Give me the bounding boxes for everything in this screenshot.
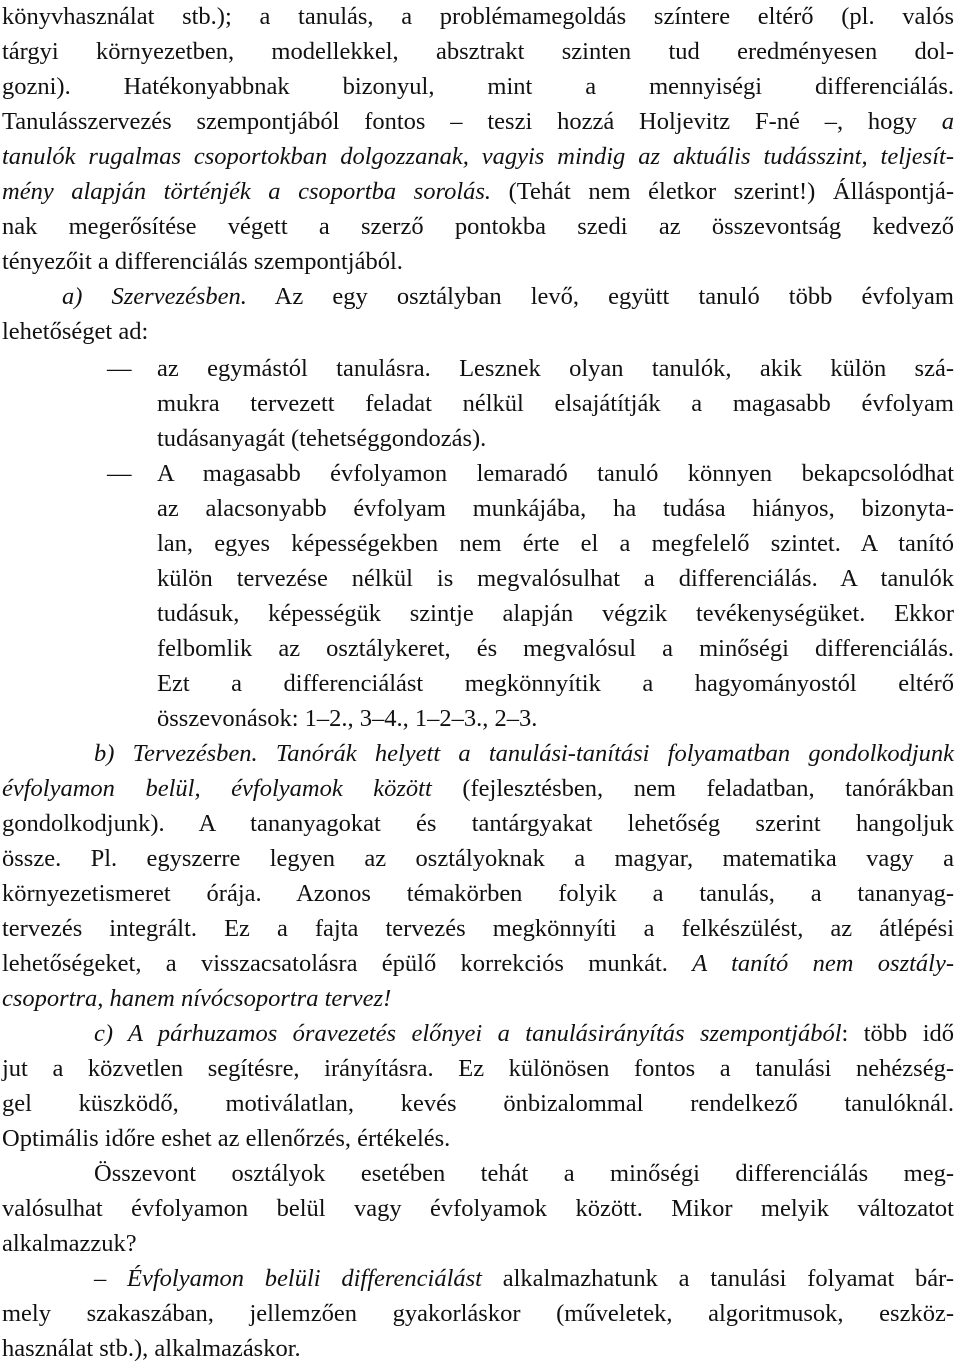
text-line xyxy=(2,175,954,209)
bullet-text: tudásanyagát (tehetséggondozás). xyxy=(157,425,487,452)
italic-text: a) Szervezésben. xyxy=(62,283,247,310)
text-span: alkalmazhatunk a tanulási folyamat bár- xyxy=(481,1265,954,1292)
italic-text: Tanórák helyett a tanulási-tanítási folyamatban gondolkodjunk xyxy=(275,740,955,767)
text-span: használat stb.), alkalmazáskor. xyxy=(2,1335,301,1362)
text-span: alkalmazzuk? xyxy=(2,1230,137,1257)
text-line xyxy=(2,1087,954,1121)
italic-text: a xyxy=(941,108,954,135)
bullet-line xyxy=(2,632,954,666)
text-span: – xyxy=(94,1265,128,1292)
bullet-text: összevonások: 1–2., 3–4., 1–2–3., 2–3. xyxy=(157,705,538,732)
bullet-line xyxy=(2,422,954,456)
bullet-text: felbomlik az osztálykeret, és megvalósul a minőségi differenciálás. xyxy=(157,635,954,662)
bullet-line xyxy=(2,387,954,421)
text-span xyxy=(258,740,276,767)
text-span: Összevont osztályok esetében tehát a minőségi differenciálás meg- xyxy=(94,1160,954,1187)
text-span: (fejlesztésben, nem feladatban, tanórákban xyxy=(431,775,954,802)
italic-text: évfolyamon belül, évfolyamok között xyxy=(2,775,432,802)
text-line xyxy=(2,1192,954,1226)
text-span: tervezés integrált. Ez a fajta tervezés megkönnyíti a felkészülést, az átlépési xyxy=(2,915,954,942)
text-span: könyvhasználat stb.); a tanulás, a problémamegoldás színtere eltérő (pl. valós xyxy=(2,3,954,30)
italic-text: c) A párhuzamos óravezetés előnyei a tanulásirányítás szempontjából xyxy=(94,1020,842,1047)
bullet-line xyxy=(2,527,954,561)
bullet-line xyxy=(2,457,954,491)
text-line xyxy=(2,140,954,174)
text-line xyxy=(2,1262,954,1296)
text-line xyxy=(2,70,954,104)
text-span: gel küszködő, motiválatlan, kevés önbizalommal rendelkező tanulóknál. xyxy=(2,1090,954,1117)
bullet-text: A magasabb évfolyamon lemaradó tanuló könnyen bekapcsolódhat xyxy=(157,460,954,487)
dash-bullet-icon: — xyxy=(107,460,132,487)
bullet-text: az egymástól tanulásra. Lesznek olyan tanulók, akik külön szá- xyxy=(157,355,954,382)
italic-text: mény alapján történjék a csoportba sorolás. xyxy=(2,178,492,205)
text-line xyxy=(2,912,954,946)
text-line xyxy=(2,0,954,34)
italic-text: b) Tervezésben. xyxy=(94,740,258,767)
text-line xyxy=(2,877,954,911)
bullet-text: lan, egyes képességekben nem érte el a megfelelő szintet. A tanító xyxy=(157,530,954,557)
bullet-text: Ezt a differenciálást megkönnyítik a hagyományostól eltérő xyxy=(157,670,954,697)
text-line xyxy=(2,1157,954,1191)
text-line xyxy=(2,245,954,279)
text-span: jut a közvetlen segítésre, irányításra. Ez különösen fontos a tanulási nehézség- xyxy=(2,1055,954,1082)
text-line xyxy=(2,1227,954,1261)
text-span: : több idő xyxy=(841,1020,954,1047)
text-line xyxy=(2,35,954,69)
text-line xyxy=(2,807,954,841)
text-line xyxy=(2,737,954,771)
dash-bullet-icon: — xyxy=(107,355,132,382)
text-line xyxy=(2,1052,954,1086)
text-span: tényezőit a differenciálás szempontjából. xyxy=(2,248,403,275)
text-line xyxy=(2,105,954,139)
italic-text: Évfolyamon belüli differenciálást xyxy=(127,1265,482,1292)
text-span: Tanulásszervezés szempontjából fontos – teszi hozzá Holjevitz F-né –, hogy xyxy=(2,108,942,135)
bullet-line xyxy=(2,702,954,736)
text-span: tárgyi környezetben, modellekkel, absztrakt szinten tud eredményesen dol- xyxy=(2,38,954,65)
text-line xyxy=(2,1297,954,1331)
bullet-text: mukra tervezett feladat nélkül elsajátítják a magasabb évfolyam xyxy=(157,390,954,417)
text-line xyxy=(2,947,954,981)
italic-text: csoportra, hanem nívócsoportra tervez! xyxy=(2,985,392,1012)
text-line xyxy=(2,1332,954,1366)
text-line xyxy=(2,210,954,244)
text-line xyxy=(2,1122,954,1156)
bullet-text: tudásuk, képességük szintje alapján végzik tevékenységüket. Ekkor xyxy=(157,600,954,627)
text-span: Optimális időre eshet az ellenőrzés, értékelés. xyxy=(2,1125,451,1152)
text-span: mely szakaszában, jellemzően gyakorláskor (műveletek, algoritmusok, eszköz- xyxy=(2,1300,954,1327)
text-line xyxy=(2,772,954,806)
bullet-text: külön tervezése nélkül is megvalósulhat a differenciálás. A tanulók xyxy=(157,565,954,592)
text-line xyxy=(2,1017,954,1051)
italic-text: A tanító nem osztály- xyxy=(692,950,954,977)
text-line xyxy=(2,982,954,1016)
text-span: gozni). Hatékonyabbnak bizonyul, mint a mennyiségi differenciálás. xyxy=(2,73,954,100)
text-span: Az egy osztályban levő, együtt tanuló több évfolyam xyxy=(246,283,954,310)
bullet-text: az alacsonyabb évfolyam munkájába, ha tudása hiányos, bizonyta- xyxy=(157,495,954,522)
bullet-line xyxy=(2,492,954,526)
text-line xyxy=(2,842,954,876)
text-line xyxy=(2,315,954,349)
text-span: gondolkodjunk). A tananyagokat és tantárgyakat lehetőség szerint hangoljuk xyxy=(2,810,954,837)
text-span: nak megerősítése végett a szerző pontokba szedi az összevontság kedvező xyxy=(2,213,954,240)
text-span: (Tehát nem életkor szerint!) Álláspontjá- xyxy=(491,178,955,205)
text-span: lehetőségeket, a visszacsatolásra épülő korrekciós munkát. xyxy=(2,950,693,977)
italic-text: tanulók rugalmas csoportokban dolgozzanak, vagyis mindig az aktuális tudásszint, teljesít- xyxy=(2,143,954,170)
bullet-line xyxy=(2,562,954,596)
text-span: lehetőséget ad: xyxy=(2,318,149,345)
bullet-line xyxy=(2,352,954,386)
text-span: valósulhat évfolyamon belül vagy évfolyamok között. Mikor melyik változatot xyxy=(2,1195,954,1222)
text-line xyxy=(2,280,954,314)
bullet-line xyxy=(2,667,954,701)
text-span: össze. Pl. egyszerre legyen az osztályoknak a magyar, matematika vagy a xyxy=(2,845,954,872)
text-span: környezetismeret órája. Azonos témakörben folyik a tanulás, a tananyag- xyxy=(2,880,954,907)
bullet-line xyxy=(2,597,954,631)
